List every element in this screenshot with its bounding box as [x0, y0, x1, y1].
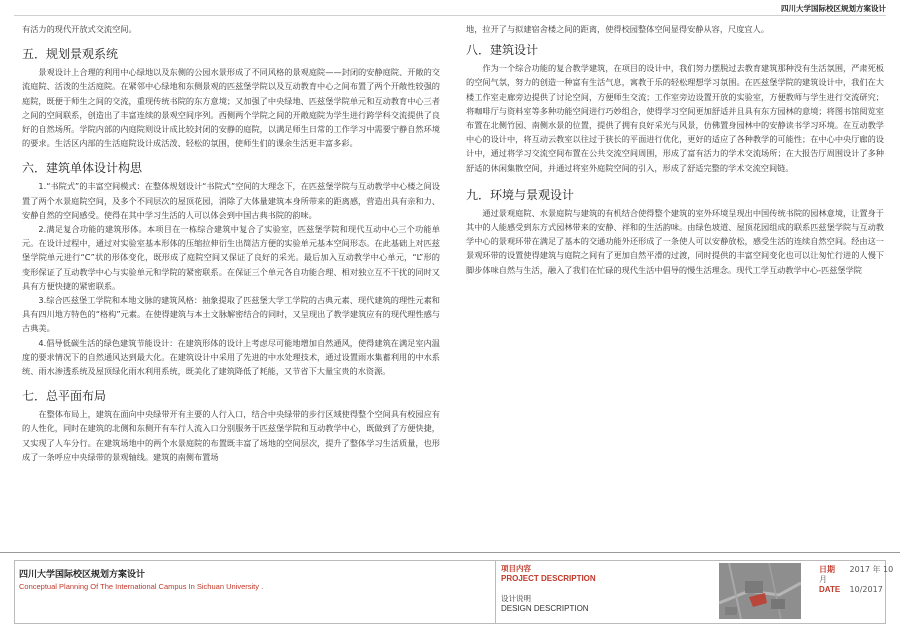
footer-project-area: [501, 563, 711, 613]
section7-paragraph: 在整体布局上，建筑在面向中央绿带开有主要的人行入口，结合中央绿带的步行区域使得整个空间具有校园应有的人性化，同时在建筑的北侧和东侧开有车行人流入口分别服务于匹兹堡学院和互动教学中心，既做到了方便快捷，又实现了人车分行。在建筑场地中的两个水景庭院的布置既丰富了场地的空间层次，提升了整体学习生活质量，也形成了一条呼应中央绿带的景观轴线。建筑的南侧布置场: [22, 409, 440, 462]
top-rule: [14, 15, 886, 16]
right-column: [466, 22, 884, 277]
date-row-en: [819, 585, 895, 595]
date-label-cn: 日期: [819, 565, 835, 574]
section6-heading: 六．建筑单体设计构思: [22, 161, 143, 176]
section6-paragraph-2: 2.满足复合功能的建筑形体。本项目在一栋综合建筑中复合了实验室，匹兹堡学院和现代互动中心三个功能单元。在设计过程中，通过对实验室基本形体的压缩拉伸衍生出简洁方便的实验单元基本空间形态。在此基础上对匹兹堡学院单元进行“C”状的形体变化，既形成了庭院空间又保证了良好的采光。最后加入互动教学中心单元，“L”形的变形保证了互动教学中心与实验单元和学院的紧密联系。在保证三个单元各自功能合理、相对独立互不干扰的同时又具有方便快捷的紧密联系。: [22, 224, 440, 291]
section8-paragraph: 作为一个综合功能的复合教学建筑，在项目的设计中，我们努力摆脱过去教育建筑那种没有生活氛围，严肃死板的空间气氛，努力的创造一种富有生活气息，寓教于乐的轻松理想学习氛围。在匹兹堡学院的建筑设计中，我们在大楼工作室走廊旁边提供了讨论空间，方便师生交流；工作室旁边设置开放的实验室，方便教师与学生进行交流研究；将咖啡厅与资料室等多种功能空间进行巧妙组合，使得学习空间更加舒适并且具有东方园林的意境；将图书馆阅览室布置在北侧竹园、南侧水景的位置，提供了拥有良好采光与风景，仿佛置身园林中的安静读书学习环境。在互动教学中心的设计中，将互动云教室以往过于狭长的平面进行优化，更好的适应了各种教学的可能性；在中心中央厅廊的设计中，通过将学习交流空间布置在公共交流空间周围，形成了富有活力的学术交流场所；在大报告厅周围设计了多种舒适的休闲集散空间，并通过将室外庭院空间的引入，形成了舒适完整的学术交流空间链。: [466, 63, 884, 173]
continued-text: 地，拉开了与拟建宿舍楼之间的距离，使得校园整体空间显得安静从容，尺度宜人。: [466, 24, 769, 34]
site-map-thumbnail: [719, 563, 801, 619]
item-label-cn: 设计说明: [501, 594, 531, 603]
section9-heading: 九．环境与景观设计: [466, 187, 575, 202]
footer-rule: [0, 552, 900, 553]
intro-tail-text: 有活力的现代开放式交流空间。: [22, 24, 137, 34]
title-block: [14, 560, 894, 624]
left-column: [22, 22, 440, 464]
site-map-image: [719, 563, 801, 619]
footer-date-area: [819, 565, 895, 595]
footer-divider: [495, 561, 496, 623]
section8-heading: 八．建筑设计: [466, 43, 539, 58]
section6-paragraph-1: 1.“书院式”的丰富空间模式：在整体规划设计“书院式”空间的大理念下，在匹兹堡学院与互动教学中心楼之间设置了两个水景庭院空间，及多个不同层次的屋顶花园，消除了大体量建筑本身所带来的距离感，营造出具有亲和力、安静自然的空间感受。使得在其中学习生活的人可以体会到中国古典书院的韵味。: [22, 181, 440, 220]
date-row-cn: [819, 565, 895, 585]
section9-paragraph: 通过景观庭院、水景庭院与建筑的有机结合使得整个建筑的室外环境呈现出中国传统书院的园林意境，让置身于其中的人能感受到东方式园林带来的安静、祥和的生活韵味。由绿色坡道、屋顶花园组成的联系匹兹堡学院与互动教学中心的景观环带在满足了基本的交通功能外还形成了一条使人可以安静放松，感受生活的连续自然空间。经由这一景观环带的设置使得建筑与庭院之间有了更加自然平滑的过渡，同时提供的丰富空间变化也可以让匆忙行进的人慢下脚步体味自然与生活，融入了我们在忙碌的现代生活中倡导的慢生活理念。现代工学互动教学中心-匹兹堡学院: [466, 207, 884, 275]
project-label-en: PROJECT DESCRIPTION: [501, 574, 596, 583]
section6-paragraph-3: 3.综合匹兹堡工学院和本地文脉的建筑风格：抽象提取了匹兹堡大学工学院的古典元素、现代建筑的理性元素和具有四川地方特色的“格构”元素。在使得建筑与本土文脉解密结合的同时，又呈现出了教学建筑应有的现代理性感与古典美。: [22, 295, 440, 334]
section5-paragraph: 景观设计上合理的利用中心绿地以及东侧的公园水景形成了不同风格的景观庭院——封闭的安静庭院、开敞的交流庭院、活泼的生活庭院。在紧邻中心绿地和东侧景观的匹兹堡学院以及互动教育中心之间布置了两个开敞性较强的庭院，既便于师生之间的交流，重现传统书院的东方意境；又加强了中央绿地、匹兹堡学院单元和互动教育中心三者之间的空间联系，创造出了丰富连续的景观空间序列。西侧两个学院之间的开敞庭院为学生进行跨学科交流提供了良好的自然场所。学院内部的内庭院则设计成比较封闭的安静的庭院，以满足师生日常的工作学习中需要宁静自然环境的要求。生活区内部的生活庭院设计成活泼、轻松的氛围，使师生们的课余生活更丰富多彩。: [22, 67, 440, 149]
date-value-cn: 2017 年 10 月: [819, 565, 894, 584]
section7-heading: 七．总平面布局: [22, 389, 107, 404]
project-label-cn: 项目内容: [501, 564, 531, 573]
date-value-en: 10/2017: [849, 585, 883, 594]
section5-heading: 五．规划景观系统: [22, 47, 119, 62]
date-label-en: DATE: [819, 585, 841, 594]
footer-title-en: Conceptual Planning Of The International Campus In Sichuan University .: [19, 582, 264, 591]
footer-title-cn: 四川大学国际校区规划方案设计: [19, 570, 146, 580]
header-brand: 四川大学国际校区规划方案设计: [781, 4, 886, 13]
item-label-en: DESIGN DESCRIPTION: [501, 604, 589, 613]
footer-title-area: [19, 567, 489, 591]
section6-paragraph-4: 4.倡导低碳生活的绿色建筑节能设计：在建筑形体的设计上考虑尽可能地增加自然通风，使得建筑在满足室内温度的要求情况下的自然通风达到最大化。在建筑设计中采用了先进的中水处理技术，通过设置雨水集蓄利用的中水系统、雨水渗透系统及屋顶绿化雨水利用系统，既美化了建筑降低了耗能，又节省下大量宝贵的水资源。: [22, 337, 440, 377]
